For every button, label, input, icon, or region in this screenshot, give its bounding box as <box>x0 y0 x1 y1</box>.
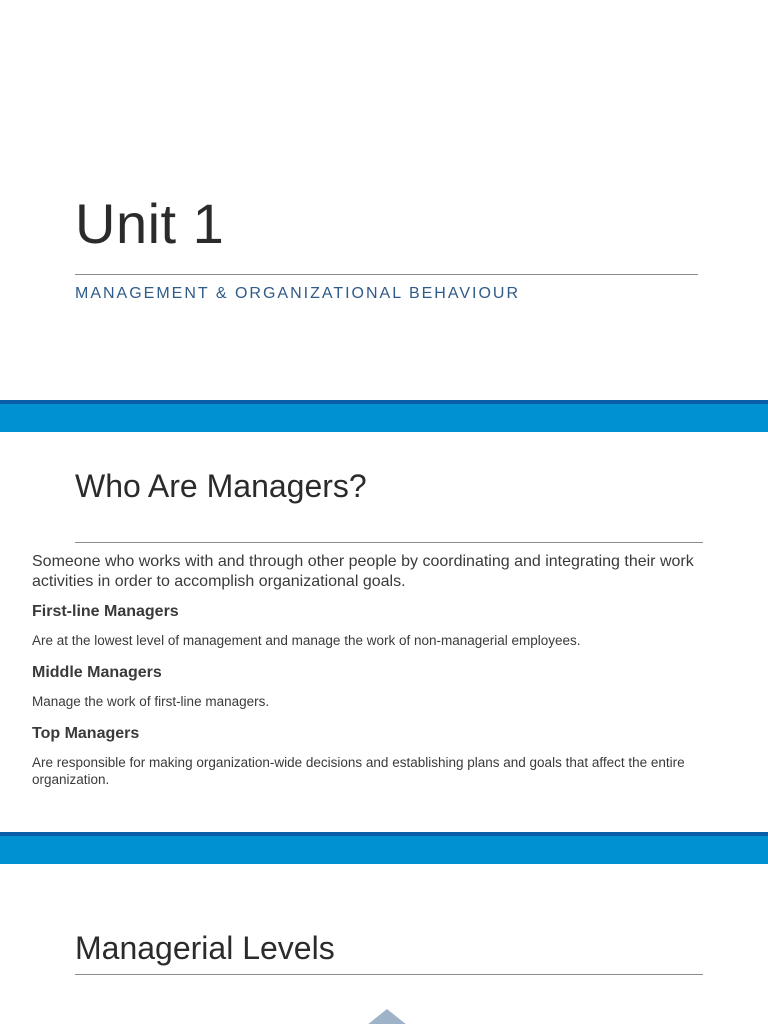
level-title-top: Top Managers <box>32 725 140 742</box>
level-title-first-line: First-line Managers <box>32 603 179 620</box>
level-desc-first-line: Are at the lowest level of management and manage the work of non-managerial employees. <box>32 633 581 648</box>
heading-divider <box>75 974 703 975</box>
slide-who-are-managers <box>0 432 768 832</box>
slide-separator-band <box>0 400 768 432</box>
pyramid-diagram-top <box>362 1009 412 1024</box>
level-desc-middle: Manage the work of first-line managers. <box>32 694 270 709</box>
slide-title <box>0 0 768 400</box>
slide-title-heading: Unit 1 <box>75 192 225 255</box>
level-title-middle: Middle Managers <box>32 664 162 681</box>
heading-divider <box>75 542 703 543</box>
pyramid-tier-top <box>362 1009 412 1024</box>
slide-heading: Managerial Levels <box>75 930 335 966</box>
intro-paragraph: Someone who works with and through other people by coordinating and integrating their work activities in order to accomplish organizational goals. <box>32 553 694 590</box>
slide-separator-band <box>0 832 768 864</box>
title-divider <box>75 274 698 275</box>
slide-body <box>32 552 712 802</box>
slide-managerial-levels <box>0 864 768 1024</box>
level-desc-top: Are responsible for making organization-wide decisions and establishing plans and goals that affect the entire organization. <box>32 755 685 787</box>
slide-heading: Who Are Managers? <box>75 468 367 504</box>
slide-subtitle: MANAGEMENT & ORGANIZATIONAL BEHAVIOUR <box>75 285 521 302</box>
